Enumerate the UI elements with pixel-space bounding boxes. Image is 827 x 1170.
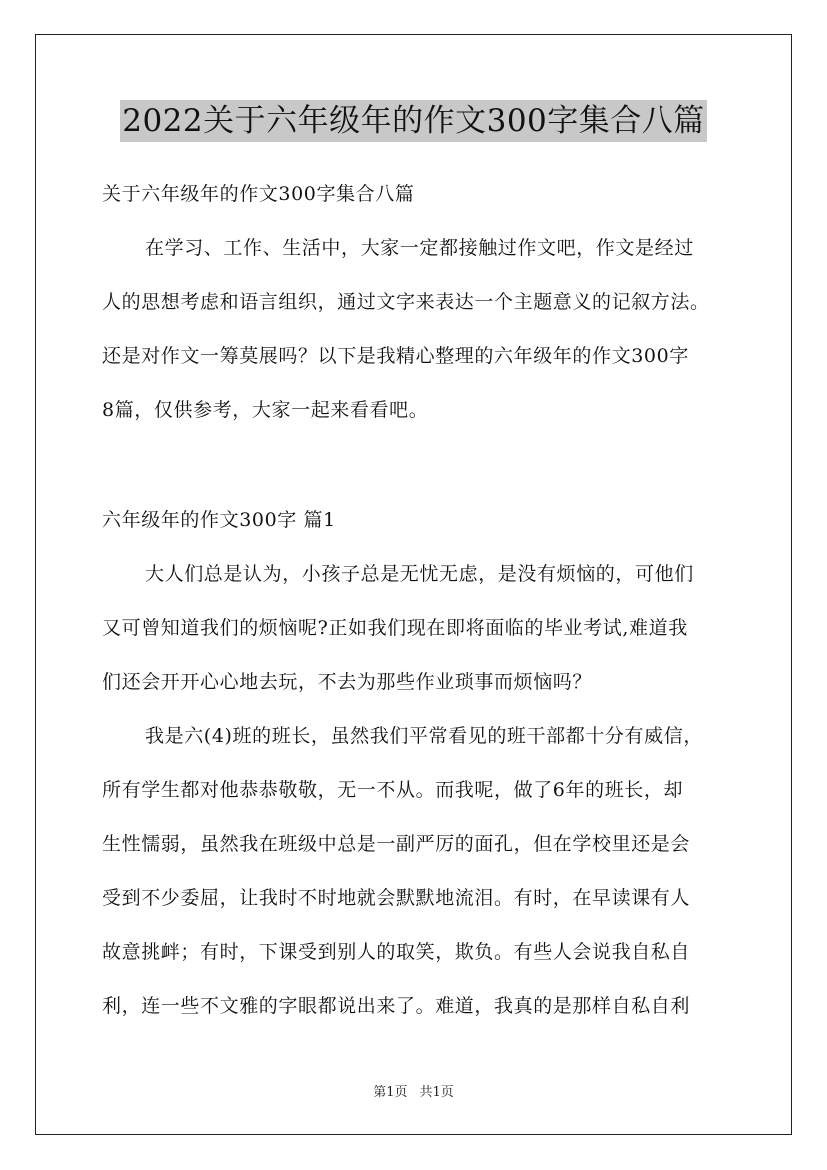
intro-heading: 关于六年级年的作文300字集合八篇 bbox=[102, 183, 415, 205]
page-total: 共1页 bbox=[419, 1085, 454, 1100]
page-footer bbox=[0, 1084, 827, 1102]
paragraph-line: 我是六(4)班的班长，虽然我们平常看见的班干部都十分有威信， bbox=[145, 725, 703, 747]
intro-line: 还是对作文一筹莫展吗？以下是我精心整理的六年级年的作文300字 bbox=[102, 345, 689, 367]
paragraph-line: 故意挑衅；有时，下课受到别人的取笑，欺负。有些人会说我自私自 bbox=[102, 941, 691, 963]
paragraph-line: 受到不少委屈，让我时不时地就会默默地流泪。有时，在早读课有人 bbox=[102, 887, 691, 909]
paragraph-line: 又可曾知道我们的烦恼呢?正如我们现在即将面临的毕业考试,难道我 bbox=[102, 617, 688, 639]
title-container bbox=[0, 100, 827, 142]
paragraph-line: 大人们总是认为，小孩子总是无忧无虑，是没有烦恼的，可他们 bbox=[145, 563, 694, 585]
intro-line: 8篇，仅供参考，大家一起来看看吧。 bbox=[102, 399, 429, 421]
paragraph-line: 利，连一些不文雅的字眼都说出来了。难道，我真的是那样自私自利 bbox=[102, 995, 691, 1017]
paragraph-line: 生性懦弱，虽然我在班级中总是一副严厉的面孔，但在学校里还是会 bbox=[102, 833, 691, 855]
intro-line: 人的思想考虑和语言组织，通过文字来表达一个主题意义的记叙方法。 bbox=[102, 291, 710, 313]
intro-line: 在学习、工作、生活中，大家一定都接触过作文吧，作文是经过 bbox=[145, 237, 694, 259]
document-title: 2022关于六年级年的作文300字集合八篇 bbox=[120, 100, 707, 142]
paragraph-line: 所有学生都对他恭恭敬敬，无一不从。而我呢，做了6年的班长，却 bbox=[102, 779, 684, 801]
section-heading: 六年级年的作文300字 篇1 bbox=[102, 509, 336, 531]
page-number: 第1页 bbox=[373, 1085, 408, 1100]
paragraph-line: 们还会开开心心地去玩，不去为那些作业琐事而烦恼吗？ bbox=[102, 671, 593, 693]
